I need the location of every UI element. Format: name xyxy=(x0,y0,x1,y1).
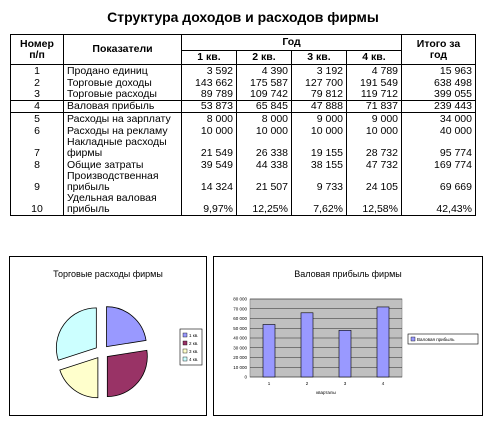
cell-q1: 8 000 xyxy=(182,113,237,125)
row-label: Расходы на зарплату xyxy=(64,113,182,125)
row-number: 10 xyxy=(11,193,64,216)
cell-total: 95 774 xyxy=(402,137,476,159)
table-row xyxy=(11,101,476,113)
cell-q2: 65 845 xyxy=(237,101,292,113)
row-number: 9 xyxy=(11,171,64,193)
header-q3: 3 кв. xyxy=(292,51,347,65)
row-label: Торговые расходы xyxy=(64,89,182,101)
legend-swatch xyxy=(411,337,415,341)
cell-total: 399 055 xyxy=(402,89,476,101)
row-number: 3 xyxy=(11,89,64,101)
cell-q4: 71 837 xyxy=(347,101,402,113)
cell-q2: 10 000 xyxy=(237,125,292,137)
cell-q2: 109 742 xyxy=(237,89,292,101)
cell-total: 169 774 xyxy=(402,159,476,171)
row-label: Валовая прибыль xyxy=(64,101,182,113)
table-row xyxy=(11,171,476,193)
cell-q1: 53 873 xyxy=(182,101,237,113)
row-label: Продано единиц xyxy=(64,65,182,77)
cell-q1: 3 592 xyxy=(182,65,237,77)
table-row xyxy=(11,113,476,125)
row-label: Производственная прибыль xyxy=(64,171,182,193)
cell-q2: 26 338 xyxy=(237,137,292,159)
cell-q3: 9 733 xyxy=(292,171,347,193)
y-tick-label: 80 000 xyxy=(233,296,247,302)
cell-q2: 21 507 xyxy=(237,171,292,193)
cell-total: 239 443 xyxy=(402,101,476,113)
legend-label: 4 кв. xyxy=(189,357,199,362)
y-tick-label: 10 000 xyxy=(233,364,247,370)
cell-q2: 44 338 xyxy=(237,159,292,171)
cell-q3: 3 192 xyxy=(292,65,347,77)
x-tick-label: 2 xyxy=(305,381,309,386)
header-indicator: Показатели xyxy=(64,35,182,65)
page-title: Структура доходов и расходов фирмы xyxy=(107,9,379,25)
row-number: 8 xyxy=(11,159,64,171)
cell-q1: 14 324 xyxy=(182,171,237,193)
bar xyxy=(301,313,313,377)
x-tick-label: 1 xyxy=(267,381,271,386)
cell-q4: 24 105 xyxy=(347,171,402,193)
bar xyxy=(377,307,389,377)
row-label: Торговые доходы xyxy=(64,77,182,89)
cell-total: 34 000 xyxy=(402,113,476,125)
table-row xyxy=(11,193,476,216)
cell-q3: 7,62% xyxy=(292,193,347,216)
row-number: 7 xyxy=(11,137,64,159)
header-q2: 2 кв. xyxy=(237,51,292,65)
table-row xyxy=(11,89,476,101)
legend-swatch xyxy=(183,333,187,337)
cell-q3: 19 155 xyxy=(292,137,347,159)
bar-chart-title: Валовая прибыль фирмы xyxy=(294,269,402,279)
cell-q1: 21 549 xyxy=(182,137,237,159)
bar-chart xyxy=(214,257,482,415)
y-tick-label: 60 000 xyxy=(233,316,247,321)
cell-q4: 191 549 xyxy=(347,77,402,89)
header-q1: 1 кв. xyxy=(182,51,237,65)
row-label: Накладные расходы фирмы xyxy=(64,137,182,159)
row-number: 5 xyxy=(11,113,64,125)
row-number: 6 xyxy=(11,125,64,137)
header-number: Номер п/п xyxy=(11,35,64,65)
cell-q3: 79 812 xyxy=(292,89,347,101)
cell-q3: 9 000 xyxy=(292,113,347,125)
cell-q2: 8 000 xyxy=(237,113,292,125)
cell-total: 15 963 xyxy=(402,65,476,77)
cell-q1: 39 549 xyxy=(182,159,237,171)
pie-chart-panel xyxy=(9,256,207,416)
cell-q1: 10 000 xyxy=(182,125,237,137)
y-tick-label: 30 000 xyxy=(233,345,247,351)
cell-q4: 10 000 xyxy=(347,125,402,137)
row-number: 2 xyxy=(11,77,64,89)
header-q4: 4 кв. xyxy=(347,51,402,65)
cell-q2: 12,25% xyxy=(237,193,292,216)
cell-q2: 175 587 xyxy=(237,77,292,89)
cell-q3: 47 888 xyxy=(292,101,347,113)
cell-q4: 4 789 xyxy=(347,65,402,77)
y-tick-label: 50 000 xyxy=(233,325,247,331)
row-label: Удельная валовая прибыль xyxy=(64,193,182,216)
cell-q4: 28 732 xyxy=(347,137,402,159)
cell-q3: 127 700 xyxy=(292,77,347,89)
income-expense-table xyxy=(10,34,476,216)
y-tick-label: 70 000 xyxy=(233,306,247,312)
cell-q2: 4 390 xyxy=(237,65,292,77)
row-label: Расходы на рекламу xyxy=(64,125,182,137)
bar xyxy=(339,330,351,377)
cell-q3: 38 155 xyxy=(292,159,347,171)
row-label: Общие затраты xyxy=(64,159,182,171)
legend-label: Валовая прибыль xyxy=(417,337,455,342)
pie-slice xyxy=(56,308,96,360)
cell-q4: 9 000 xyxy=(347,113,402,125)
legend-swatch xyxy=(183,341,187,345)
cell-q4: 47 732 xyxy=(347,159,402,171)
cell-total: 69 669 xyxy=(402,171,476,193)
table-row xyxy=(11,77,476,89)
x-tick-label: 3 xyxy=(343,381,347,386)
header-year: Год xyxy=(182,35,402,51)
legend-swatch xyxy=(183,349,187,353)
y-tick-label: 0 xyxy=(244,374,247,380)
bar-chart-panel xyxy=(213,256,483,416)
legend-label: 2 кв. xyxy=(189,341,199,346)
row-number: 4 xyxy=(11,101,64,113)
cell-q4: 119 712 xyxy=(347,89,402,101)
x-tick-label: 4 xyxy=(381,381,385,386)
pie-chart-title: Торговые расходы фирмы xyxy=(53,269,163,279)
table-row xyxy=(11,137,476,159)
legend-swatch xyxy=(183,357,187,361)
cell-total: 40 000 xyxy=(402,125,476,137)
legend-label: 1 кв. xyxy=(189,333,199,338)
pie-chart xyxy=(10,257,206,415)
cell-q4: 12,58% xyxy=(347,193,402,216)
row-number: 1 xyxy=(11,65,64,77)
bar xyxy=(263,324,275,377)
x-axis-label: кварталы xyxy=(316,390,336,395)
pie-slice xyxy=(107,307,147,347)
cell-q3: 10 000 xyxy=(292,125,347,137)
cell-q1: 143 662 xyxy=(182,77,237,89)
y-tick-label: 40 000 xyxy=(233,335,247,341)
y-tick-label: 20 000 xyxy=(233,355,247,360)
cell-q1: 89 789 xyxy=(182,89,237,101)
pie-slice xyxy=(60,358,98,398)
cell-q1: 9,97% xyxy=(182,193,237,216)
cell-total: 638 498 xyxy=(402,77,476,89)
cell-total: 42,43% xyxy=(402,193,476,216)
pie-slice xyxy=(107,350,147,396)
legend-label: 3 кв. xyxy=(189,349,199,354)
table-row xyxy=(11,65,476,77)
header-total: Итого за год xyxy=(402,35,476,65)
